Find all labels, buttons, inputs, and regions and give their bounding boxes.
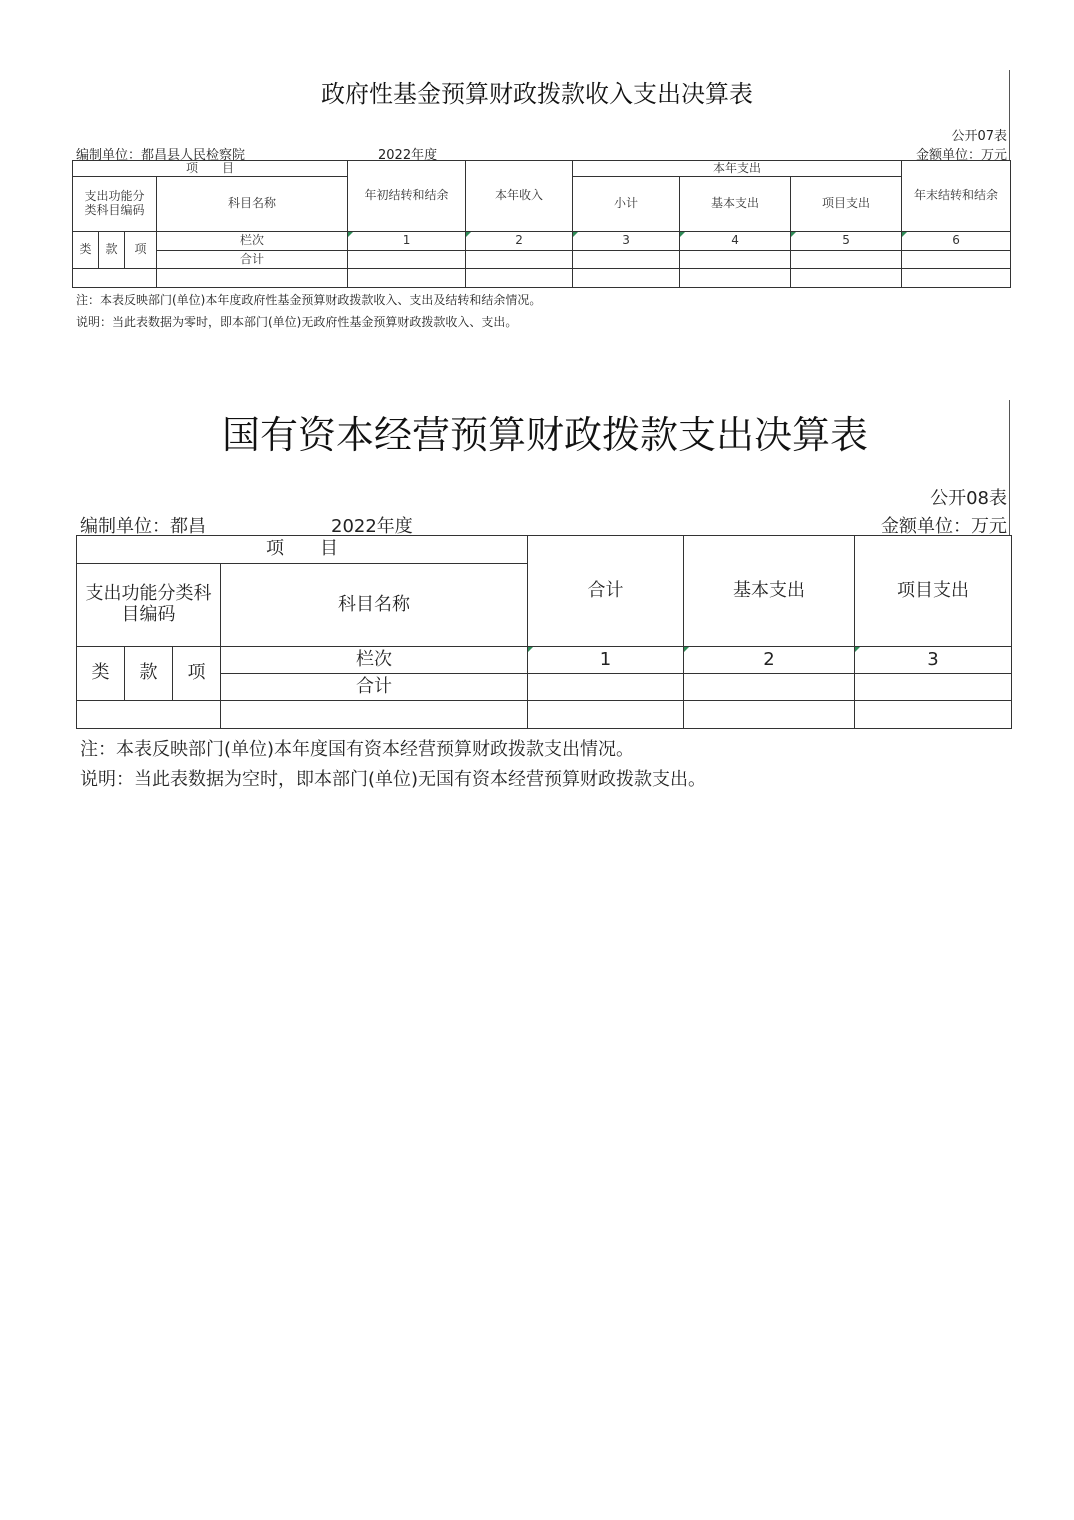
table07-col-number: 4 [680,232,791,251]
table-cell [573,251,680,269]
table-cell [348,251,466,269]
table07-header-func-code: 支出功能分类科目编码 [73,177,157,232]
table07-col-number: 3 [573,232,680,251]
table-cell [902,251,1011,269]
table07-header-begin-balance: 年初结转和结余 [348,161,466,232]
table08-header-kuan: 款 [125,647,173,701]
table08-header-func-code: 支出功能分类科目编码 [77,564,221,647]
table08-code: 公开08表 [930,488,1007,509]
table08-note: 注：本表反映部门(单位)本年度国有资本经营预算财政拨款支出情况。 [80,739,635,760]
table08-header-item: 项 目 [77,536,528,564]
table07-header-xiang: 项 [125,232,157,269]
table08-header-subject-name: 科目名称 [221,564,528,647]
table07-year: 2022年度 [378,148,438,163]
table-cell [77,701,221,729]
table07-row-col-index: 栏次 [157,232,348,251]
table07-header-lei: 类 [73,232,99,269]
table07-code: 公开07表 [951,129,1007,144]
table07-col-number: 5 [791,232,902,251]
table-cell [466,269,573,288]
table07-title: 政府性基金预算财政拨款收入支出决算表 [321,80,753,108]
table08-header-lei: 类 [77,647,125,701]
table-cell [680,269,791,288]
cell-marker-icon [791,232,796,237]
table08-year: 2022年度 [331,516,413,537]
cell-marker-icon [573,232,578,237]
table08-header-total: 合计 [528,536,684,647]
table-cell [791,251,902,269]
table08-col-number: 1 [528,647,684,674]
table07-grid [72,160,1011,288]
cell-marker-icon [348,232,353,237]
table-cell [157,269,348,288]
cell-marker-icon [528,647,533,652]
cell-marker-icon [855,647,860,652]
table07-col-number: 1 [348,232,466,251]
table-cell [855,701,1012,729]
table07-header-expense-group: 本年支出 [573,161,902,177]
table-cell [855,674,1012,701]
table-cell [221,701,528,729]
table-cell [684,701,855,729]
table-cell [466,251,573,269]
table07-header-end-balance: 年末结转和结余 [902,161,1011,232]
table08-title: 国有资本经营预算财政拨款支出决算表 [221,413,868,457]
table07-unit-label: 编制单位：都昌县人民检察院 [76,148,246,163]
table-cell [573,269,680,288]
table08-header-xiang: 项 [173,647,221,701]
table07-header-subject-name: 科目名称 [157,177,348,232]
table07-col-number: 6 [902,232,1011,251]
table08-header-basic: 基本支出 [684,536,855,647]
table07-col-number: 2 [466,232,573,251]
table-cell [528,701,684,729]
table08-row-total: 合计 [221,674,528,701]
table08-unit-label: 编制单位：都昌 [80,516,206,537]
table07-header-project: 项目支出 [791,177,902,232]
table08-grid [76,535,1012,729]
table08-col-number: 2 [684,647,855,674]
table-cell [791,269,902,288]
table07-header-kuan: 款 [99,232,125,269]
table-cell [348,269,466,288]
table08-col-number: 3 [855,647,1012,674]
table07-header-subtotal: 小计 [573,177,680,232]
cell-marker-icon [902,232,907,237]
table-cell [528,674,684,701]
cell-marker-icon [684,647,689,652]
table07-header-item: 项 目 [73,161,348,177]
table07-header-income: 本年收入 [466,161,573,232]
table-cell [680,251,791,269]
cell-marker-icon [680,232,685,237]
table-cell [684,674,855,701]
table08-header-project: 项目支出 [855,536,1012,647]
table07-row-total: 合计 [157,251,348,269]
table08-row-col-index: 栏次 [221,647,528,674]
table07-explanation: 说明：当此表数据为零时，即本部门(单位)无政府性基金预算财政拨款收入、支出。 [76,315,518,329]
table07-amount-unit: 金额单位：万元 [915,148,1007,163]
table07-note: 注：本表反映部门(单位)本年度政府性基金预算财政拨款收入、支出及结转和结余情况。 [76,293,542,307]
table-cell [73,269,157,288]
table07-header-basic: 基本支出 [680,177,791,232]
table08-explanation: 说明：当此表数据为空时，即本部门(单位)无国有资本经营预算财政拨款支出。 [80,769,707,790]
table08-amount-unit: 金额单位：万元 [881,516,1007,537]
table-cell [902,269,1011,288]
cell-marker-icon [466,232,471,237]
